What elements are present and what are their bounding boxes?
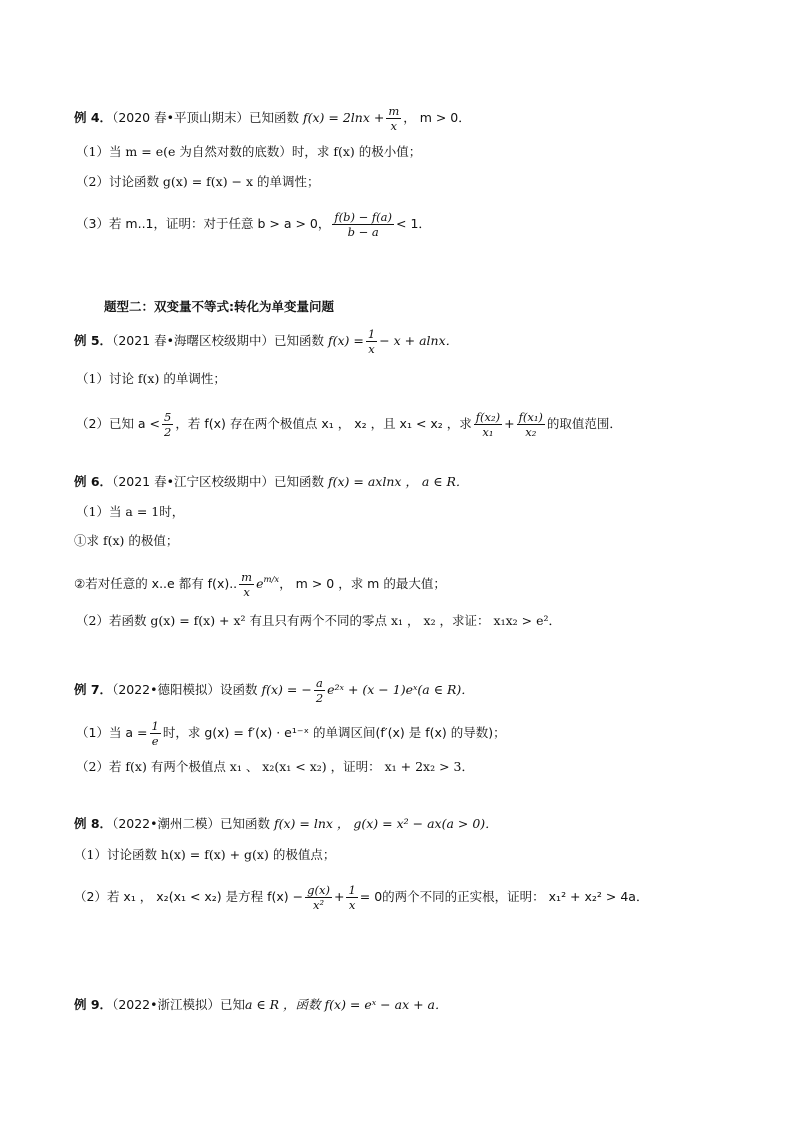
- ex6-q1a: ①求 f(x) 的极值；: [74, 533, 179, 548]
- section-title: 题型二：双变量不等式:转化为单变量问题: [104, 299, 334, 314]
- ex8-label: 例 8．: [74, 816, 113, 831]
- ex4-q1: （1）当 m = e(e 为自然对数的底数）时，求 f(x) 的极小值；: [76, 144, 422, 159]
- ex5-label: 例 5．: [74, 333, 113, 348]
- ex6-q1b: ②若对任意的 x..e 都有 f(x).. $\frac{m}{x}$ $e^{m/x}$， m > 0 ，求 m 的最大值；: [74, 570, 446, 599]
- ex4-q2: （2）讨论函数 g(x) = f(x) − x 的单调性；: [76, 174, 320, 189]
- ex8-q1: （1）讨论函数 h(x) = f(x) + g(x) 的极值点；: [74, 847, 336, 862]
- ex4-func-tail: ， m > 0．: [403, 110, 471, 125]
- ex4-label: 例 4．: [74, 110, 113, 125]
- ex7-q1: （1）当 a = $\frac{1}{e}$ 时，求 g(x) = f′(x) · e¹⁻ˣ 的单调区间(f′(x) 是 f(x) 的导数)；: [76, 719, 506, 748]
- ex7-label: 例 7．: [74, 682, 113, 697]
- ex7-q2: （2）若 f(x) 有两个极值点 x₁ 、 x₂(x₁ < x₂) ，证明： x₁ + 2x₂ > 3．: [76, 759, 474, 774]
- ex5-statement: 例 5．（2021 春•海曙区校级期中）已知函数 f(x) = $\frac{1}{x}$ − x + alnx．: [74, 327, 459, 356]
- ex8-q2: （2）若 x₁ ， x₂(x₁ < x₂) 是方程 f(x) − $\frac{g(x)}{\text{x²}}$ + $\frac{1}{x}$ = 0的两个不同的正实根，证明： x₁² + x₂² > 4a．: [74, 883, 649, 912]
- ex9-statement: 例 9．（2022•浙江模拟）已知a ∈ R ，函数 f(x) = eˣ − ax + a．: [74, 997, 448, 1012]
- ex5-func-frac: $\frac{1}{x}$: [367, 327, 376, 356]
- ex8-statement: 例 8．（2022•潮州二模）已知函数 f(x) = lnx ， g(x) = x² − ax(a > 0)．: [74, 816, 498, 831]
- ex6-statement: 例 6．（2021 春•江宁区校级期中）已知函数 f(x) = axlnx ， a ∈ R．: [74, 474, 469, 489]
- ex4-func-lhs: f(x) = 2lnx +: [302, 110, 385, 125]
- ex6-label: 例 6．: [74, 474, 113, 489]
- ex4-q3-frac: $\frac{f(b) - f(a)}{b - a}$: [334, 210, 392, 239]
- ex7-statement: 例 7．（2022•德阳模拟）设函数 f(x) = − $\frac{a}{2}$ e²ˣ + (x − 1)eˣ(a ∈ R)．: [74, 676, 474, 705]
- ex4-q3: （3）若 m..1，证明：对于任意 b > a > 0， $\frac{f(b) - f(a)}{b - a}$ < 1．: [76, 210, 431, 239]
- ex5-q2: （2）已知 a < $\frac{5}{2}$ ，若 f(x) 存在两个极值点 x₁ ， x₂ ，且 x₁ < x₂ ，求 $\frac{\text{f(x₂)}}{\text{x₁}}$ + $\frac{\text{f(x₁)}}{\text{x₂}}$ 的取值范围．: [76, 410, 622, 439]
- ex4-statement: [74, 104, 471, 133]
- ex9-label: 例 9．: [74, 997, 113, 1012]
- ex6-q1: （1）当 a = 1时，: [76, 504, 185, 519]
- ex4-source: （2020 春•平顶山期末）已知函数: [112, 110, 299, 125]
- ex6-q2: （2）若函数 g(x) = f(x) + x² 有且只有两个不同的零点 x₁ ， x₂ ，求证： x₁x₂ > e²．: [76, 613, 561, 628]
- ex4-func-frac: $\frac{m}{x}$: [388, 104, 400, 133]
- ex5-q1: （1）讨论 f(x) 的单调性；: [76, 371, 226, 386]
